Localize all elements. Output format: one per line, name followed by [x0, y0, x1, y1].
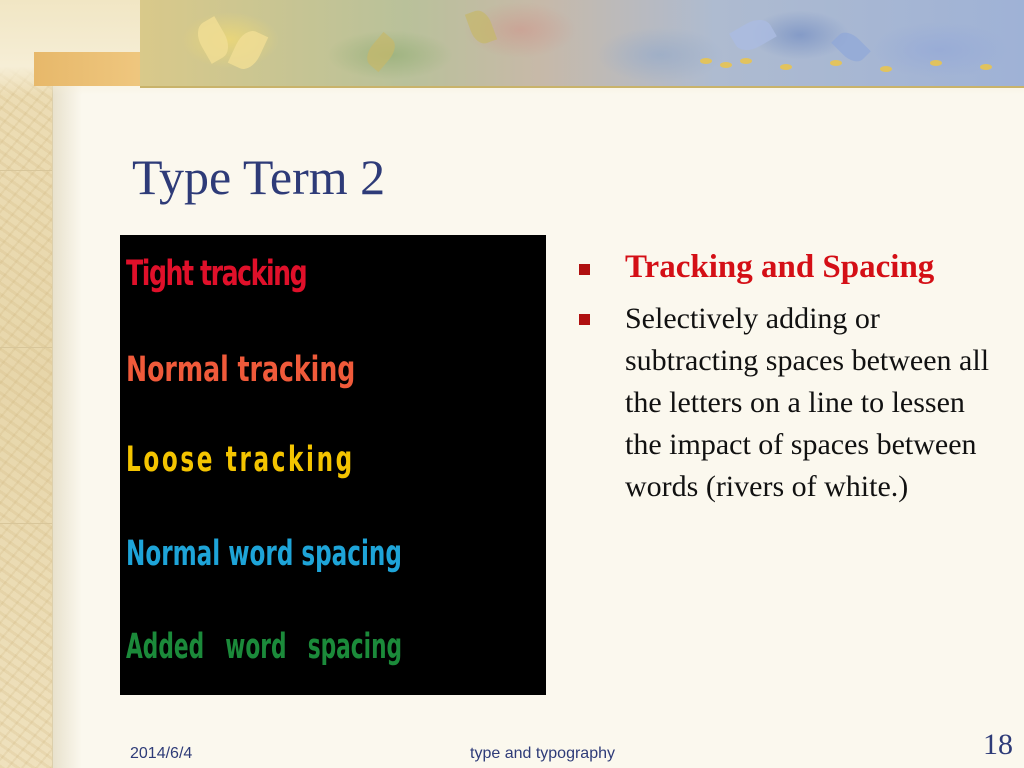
example-line-tight-tracking: Tight tracking — [126, 254, 307, 294]
strip-shadow — [52, 0, 82, 768]
leaf-shape — [729, 14, 777, 57]
slide-title: Type Term 2 — [132, 149, 386, 205]
leaf-shape — [362, 32, 401, 72]
strip-divider — [0, 347, 52, 348]
square-bullet-icon — [579, 264, 590, 275]
example-line-normal-tracking: Normal tracking — [126, 350, 356, 390]
wheat-grain — [740, 58, 752, 64]
bullet-list — [575, 245, 995, 516]
footer-date: 2014/6/4 — [130, 745, 193, 762]
bullet-body-text: Selectively adding or subtracting spaces between all the letters on a line to lessen the impact of spaces between words (rivers of white.) — [625, 302, 990, 503]
strip-divider — [0, 170, 52, 171]
leaf-shape — [228, 26, 268, 73]
square-bullet-icon — [579, 314, 590, 325]
wheat-grain — [880, 66, 892, 72]
wheat-grain — [830, 60, 842, 66]
wheat-grain — [720, 62, 732, 68]
example-line-normal-word-spacing: Normal word spacing — [126, 534, 402, 574]
slide-number: 18 — [983, 728, 1013, 761]
bullet-item-heading — [575, 245, 995, 290]
wheat-grain — [780, 64, 792, 70]
tracking-example-image — [120, 235, 546, 695]
decorative-left-strip — [0, 0, 53, 768]
example-line-added-word-spacing: Added word spacing — [126, 627, 403, 667]
wheat-grain — [980, 64, 992, 70]
bullet-heading-text: Tracking and Spacing — [625, 249, 935, 285]
decorative-top-banner — [0, 0, 1024, 95]
wheat-grain — [700, 58, 712, 64]
example-line-loose-tracking: Loose tracking — [126, 440, 355, 480]
footer-title: type and typography — [470, 745, 615, 762]
leaf-shape — [465, 7, 497, 46]
strip-divider — [0, 523, 52, 524]
leaf-shape — [192, 16, 235, 64]
bullet-item-definition — [575, 298, 995, 508]
banner-leaf-image — [140, 0, 1024, 88]
wheat-grain — [930, 60, 942, 66]
